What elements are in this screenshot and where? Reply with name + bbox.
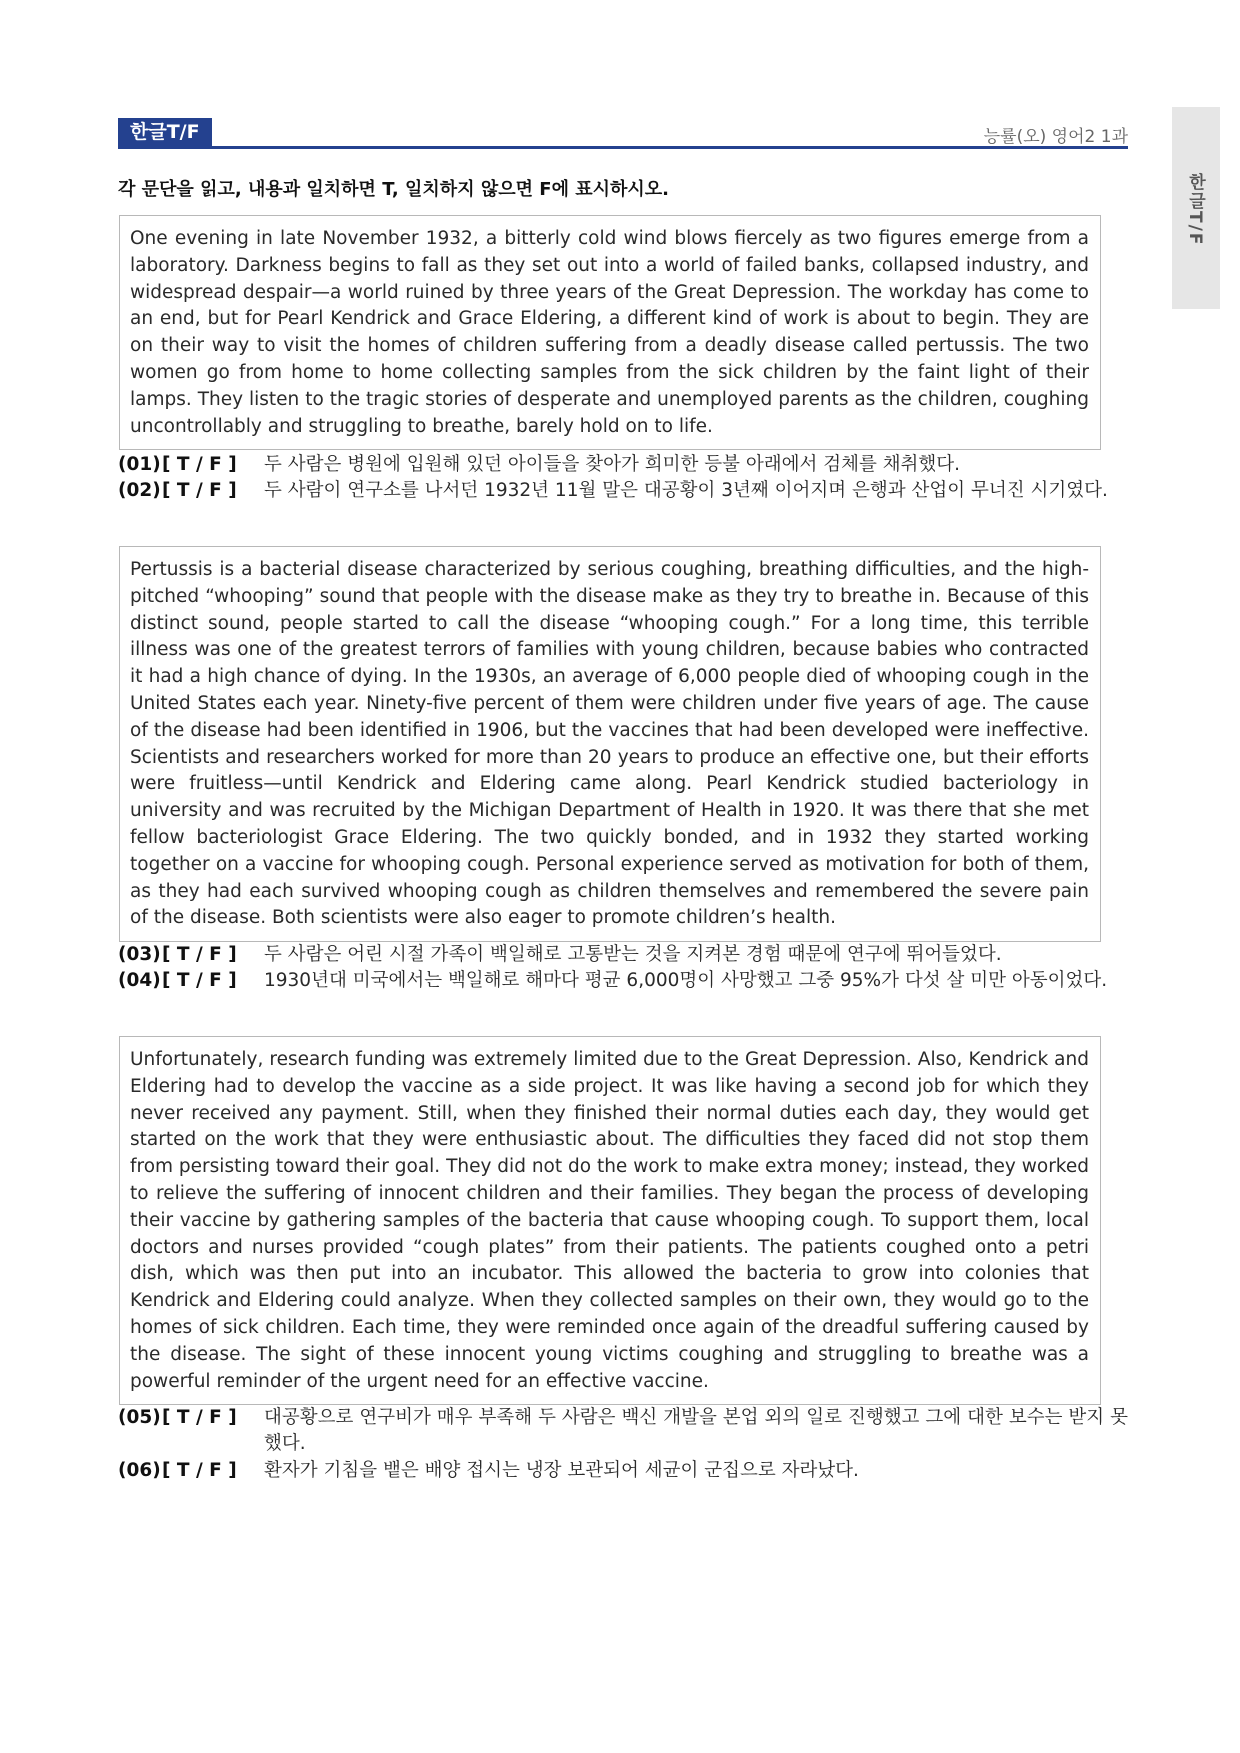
question-text: 대공황으로 연구비가 매우 부족해 두 사람은 백신 개발을 본업 외의 일로 진행했고 그에 대한 보수는 받지 못했다. (264, 1407, 1128, 1454)
question-text: 두 사람은 어린 시절 가족이 백일해로 고통받는 것을 지켜본 경험 때문에 연구에 뛰어들었다. (264, 944, 1002, 965)
question-02 (118, 478, 1128, 504)
side-tab-label: 한글T/F (1185, 173, 1205, 247)
question-03 (118, 942, 1128, 968)
tf-choice[interactable]: [ T / F ] (162, 454, 237, 475)
question-05 (118, 1405, 1128, 1457)
page-header (118, 118, 1128, 148)
header-rule (118, 146, 1128, 149)
header-tag: 한글T/F (118, 118, 212, 146)
header-textbook-info: 능률(오) 영어2 1과 (983, 127, 1128, 147)
question-number: (02) (118, 480, 161, 501)
tf-choice[interactable]: [ T / F ] (162, 1460, 237, 1481)
question-01 (118, 452, 1128, 478)
tf-choice[interactable]: [ T / F ] (162, 970, 237, 991)
tf-choice[interactable]: [ T / F ] (162, 1407, 237, 1428)
question-text: 환자가 기침을 뱉은 배양 접시는 냉장 보관되어 세균이 군집으로 자라났다. (264, 1460, 859, 1481)
question-number: (01) (118, 454, 161, 475)
tf-choice[interactable]: [ T / F ] (162, 944, 237, 965)
question-04 (118, 968, 1128, 994)
question-text: 1930년대 미국에서는 백일해로 해마다 평균 6,000명이 사망했고 그중 95%가 다섯 살 미만 아동이었다. (264, 970, 1108, 991)
question-text: 두 사람은 병원에 입원해 있던 아이들을 찾아가 희미한 등불 아래에서 검체를 채취했다. (264, 454, 961, 475)
question-text: 두 사람이 연구소를 나서던 1932년 11월 말은 대공황이 3년째 이어지며 은행과 산업이 무너진 시기였다. (264, 480, 1108, 501)
question-number: (06) (118, 1460, 161, 1481)
side-tab (1172, 107, 1220, 309)
passage-3: Unfortunately, research funding was extremely limited due to the Great Depression. Also, Kendrick and Eldering had to develop the vaccine as a side project. It was like having a second job for which they never received any payment. Still, when they finished their normal duties each day, they would get started on the work that they were enthusiastic about. The difficulties they faced did not stop them from persisting toward their goal. They did not do the work to make extra money; instead, they worked to relieve the suffering of innocent children and their families. They began the process of developing their vaccine by gathering samples of the bacteria that cause whooping cough. To support them, local doctors and nurses provided “cough plates” from their patients. The patients coughed onto a petri dish, which was then put into an incubator. This allowed the bacteria to grow into colonies that Kendrick and Eldering could analyze. When they collected samples on their own, they would go to the homes of sick children. Each time, they were reminded once again of the dreadful suffering caused by the disease. The sight of these innocent young victims coughing and struggling to breathe was a powerful reminder of the urgent need for an effective vaccine. (119, 1036, 1101, 1405)
tf-choice[interactable]: [ T / F ] (162, 480, 237, 501)
question-number: (04) (118, 970, 161, 991)
question-06 (118, 1458, 1128, 1484)
passage-2: Pertussis is a bacterial disease characterized by serious coughing, breathing difficulties, and the high-pitched “whooping” sound that people with the disease make as they try to breathe in. Because of this distinct sound, people started to call the disease “whooping cough.” For a long time, this terrible illness was one of the greatest terrors of families with young children, because babies who contracted it had a high chance of dying. In the 1930s, an average of 6,000 people died of whooping cough in the United States each year. Ninety-five percent of them were children under five years of age. The cause of the disease had been identified in 1906, but the vaccines that had been developed were ineffective. Scientists and researchers worked for more than 20 years to produce an effective one, but their efforts were fruitless—until Kendrick and Eldering came along. Pearl Kendrick studied bacteriology in university and was recruited by the Michigan Department of Health in 1920. It was there that she met fellow bacteriologist Grace Eldering. The two quickly bonded, and in 1932 they started working together on a vaccine for whooping cough. Personal experience served as motivation for both of them, as they had each survived whooping cough as children themselves and remembered the severe pain of the disease. Both scientists were also eager to promote children’s health. (119, 546, 1101, 942)
question-number: (03) (118, 944, 161, 965)
passage-1: One evening in late November 1932, a bitterly cold wind blows fiercely as two figures emerge from a laboratory. Darkness begins to fall as they set out into a world of failed banks, collapsed industry, and widespread despair—a world ruined by three years of the Great Depression. The workday has come to an end, but for Pearl Kendrick and Grace Eldering, a different kind of work is about to begin. They are on their way to visit the homes of children suffering from a deadly disease called pertussis. The two women go from home to home collecting samples from the sick children by the faint light of their lamps. They listen to the tragic stories of desperate and unemployed parents as the children, coughing uncontrollably and struggling to breathe, barely hold on to life. (119, 215, 1101, 450)
instruction: 각 문단을 읽고, 내용과 일치하면 T, 일치하지 않으면 F에 표시하시오. (118, 179, 670, 200)
question-number: (05) (118, 1407, 161, 1428)
